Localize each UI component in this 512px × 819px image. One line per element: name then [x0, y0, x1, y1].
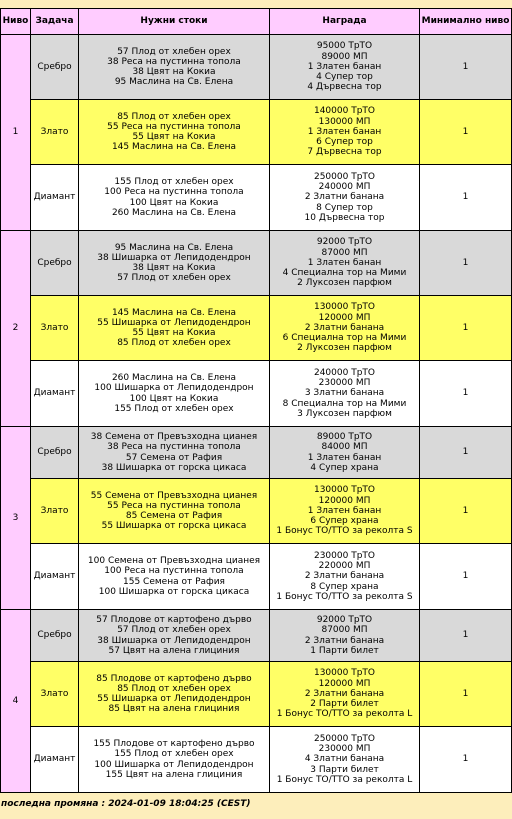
reward-item: 89000 ТрТО: [316, 432, 373, 443]
table-row: [1, 361, 512, 427]
reward-cell: [270, 165, 420, 231]
goods-item: 85 Цвят на алена глициния: [108, 704, 240, 715]
task-cell: Сребро: [31, 427, 79, 479]
header-reward: Награда: [270, 9, 420, 35]
reward-item: 1 Златен банан: [307, 452, 382, 463]
reward-cell: [270, 544, 420, 610]
goods-cell: [79, 296, 270, 361]
reward-item: 240000 ТрТО: [313, 367, 375, 378]
reward-item: 140000 ТрТО: [313, 106, 375, 117]
goods-item: 38 Шишарка от Лепидодендрон: [97, 252, 251, 263]
reward-item: 1 Парти билет: [310, 645, 379, 656]
reward-cell: [270, 100, 420, 165]
goods-item: 38 Реса на пустинна топола: [107, 442, 241, 453]
reward-item: 84000 МП: [321, 442, 368, 453]
task-cell: Сребро: [31, 231, 79, 296]
task-cell: Диамант: [31, 165, 79, 231]
task-cell: Диамант: [31, 544, 79, 610]
level-cell: 2: [1, 231, 31, 427]
goods-item: 155 Плод от хлебен орех: [114, 403, 234, 414]
min-level-cell: 1: [420, 727, 512, 793]
goods-item: 155 Семена от Рафия: [123, 576, 225, 587]
reward-item: 250000 ТрТО: [313, 733, 375, 744]
reward-item: 2 Златни банана: [304, 635, 385, 646]
min-level-cell: 1: [420, 544, 512, 610]
reward-cell: [270, 610, 420, 662]
reward-item: 130000 ТрТО: [313, 668, 375, 679]
reward-item: 230000 МП: [318, 378, 371, 389]
goods-item: 55 Семена от Превъзходна цианея: [90, 490, 258, 501]
reward-item: 3 Златни банана: [304, 388, 385, 399]
table-row: [1, 100, 512, 165]
goods-cell: [79, 165, 270, 231]
goods-cell: [79, 479, 270, 544]
reward-item: 7 Дървесна тор: [307, 147, 382, 158]
goods-cell: [79, 610, 270, 662]
goods-item: 55 Шишарка от Лепидодендрон: [97, 694, 251, 704]
task-cell: Злато: [31, 662, 79, 727]
reward-item: 120000 МП: [318, 678, 371, 689]
table-row: [1, 231, 512, 296]
goods-item: 100 Цвят на Кокиа: [129, 393, 219, 404]
goods-item: 100 Шишарка от Лепидодендрон: [94, 383, 254, 394]
goods-item: 155 Плод от хлебен орех: [114, 177, 234, 188]
table-row: [1, 165, 512, 231]
reward-item: 1 Бонус ТО/ТТО за реколта L: [276, 709, 413, 720]
table-row: [1, 544, 512, 610]
goods-item: 57 Плод от хлебен орех: [117, 273, 231, 284]
reward-item: 92000 ТрТО: [316, 615, 373, 626]
goods-item: 38 Шишарка от горска цикаса: [101, 462, 247, 473]
reward-item: 92000 ТрТО: [316, 237, 373, 248]
goods-item: 85 Плод от хлебен орех: [117, 338, 231, 349]
reward-item: 8 Специална тор на Мими: [282, 398, 407, 409]
goods-item: 38 Цвят на Кокиа: [132, 263, 216, 273]
goods-item: 155 Плодове от картофено дърво: [93, 739, 255, 750]
reward-item: 2 Златни банана: [304, 192, 385, 203]
task-cell: Злато: [31, 100, 79, 165]
reward-item: 4 Дървесна тор: [307, 82, 382, 93]
min-level-cell: 1: [420, 610, 512, 662]
min-level-cell: 1: [420, 427, 512, 479]
header-min-level: Минимално ниво: [420, 9, 512, 35]
goods-item: 57 Плодове от картофено дърво: [96, 615, 252, 626]
min-level-cell: 1: [420, 361, 512, 427]
reward-item: 3 Луксозен парфюм: [297, 408, 392, 419]
min-level-cell: 1: [420, 231, 512, 296]
level-cell: 3: [1, 427, 31, 610]
goods-item: 100 Шишарка от Лепидодендрон: [94, 759, 254, 770]
reward-item: 6 Супер храна: [310, 516, 379, 527]
reward-item: 87000 МП: [321, 625, 368, 636]
reward-item: 2 Луксозен парфюм: [297, 343, 392, 354]
reward-item: 8 Супер храна: [310, 581, 379, 592]
reward-item: 120000 МП: [318, 495, 371, 506]
goods-cell: [79, 544, 270, 610]
goods-item: 145 Маслина на Св. Елена: [111, 142, 237, 153]
task-cell: Диамант: [31, 361, 79, 427]
header-goods: Нужни стоки: [79, 9, 270, 35]
reward-item: 4 Супер храна: [310, 462, 379, 473]
min-level-cell: 1: [420, 165, 512, 231]
reward-item: 250000 ТрТО: [313, 171, 375, 182]
reward-item: 2 Луксозен парфюм: [297, 278, 392, 289]
reward-item: 1 Златен банан: [307, 257, 382, 268]
reward-item: 2 Парти билет: [310, 699, 379, 710]
reward-item: 1 Бонус ТО/ТТО за реколта S: [276, 591, 413, 602]
min-level-cell: 1: [420, 662, 512, 727]
goods-cell: [79, 361, 270, 427]
reward-item: 1 Златен банан: [307, 61, 382, 72]
table-row: [1, 296, 512, 361]
task-cell: Злато: [31, 479, 79, 544]
goods-item: 145 Маслина на Св. Елена: [111, 307, 237, 318]
goods-cell: [79, 35, 270, 100]
reward-item: 3 Парти билет: [310, 764, 379, 775]
goods-item: 57 Цвят на алена глициния: [108, 645, 240, 656]
reward-item: 87000 МП: [321, 247, 368, 258]
reward-item: 130000 МП: [318, 116, 371, 127]
reward-item: 130000 ТрТО: [313, 302, 375, 313]
table-body: [1, 35, 512, 793]
last-modified: последна промяна : 2024-01-09 18:04:25 (CEST): [1, 799, 251, 809]
goods-item: 55 Реса на пустинна топола: [107, 121, 241, 132]
reward-cell: [270, 296, 420, 361]
reward-item: 10 Дървесна тор: [304, 212, 385, 223]
reward-item: 1 Златен банан: [307, 126, 382, 137]
reward-item: 89000 МП: [321, 51, 368, 62]
reward-item: 95000 ТрТО: [316, 41, 373, 52]
reward-cell: [270, 361, 420, 427]
table-row: [1, 427, 512, 479]
goods-cell: [79, 427, 270, 479]
min-level-cell: 1: [420, 296, 512, 361]
reward-item: 230000 ТрТО: [313, 550, 375, 561]
table-row: [1, 610, 512, 662]
goods-item: 155 Плод от хлебен орех: [114, 749, 234, 760]
min-level-cell: 1: [420, 479, 512, 544]
goods-item: 38 Реса на пустинна топола: [107, 56, 241, 67]
goods-item: 55 Шишарка от Лепидодендрон: [97, 317, 251, 328]
goods-item: 85 Плод от хлебен орех: [117, 683, 231, 694]
header-row: [1, 9, 512, 35]
goods-item: 260 Маслина на Св. Елена: [111, 373, 237, 384]
goods-item: 95 Маслина на Св. Елена: [114, 77, 234, 88]
goods-item: 57 Плод от хлебен орех: [117, 625, 231, 636]
level-cell: 4: [1, 610, 31, 793]
reward-item: 2 Златни банана: [304, 322, 385, 333]
goods-cell: [79, 662, 270, 727]
reward-item: 130000 ТрТО: [313, 485, 375, 496]
goods-item: 100 Цвят на Кокиа: [129, 197, 219, 208]
goods-item: 100 Реса на пустинна топола: [104, 566, 244, 577]
reward-item: 230000 МП: [318, 744, 371, 755]
task-cell: Злато: [31, 296, 79, 361]
task-cell: Диамант: [31, 727, 79, 793]
reward-cell: [270, 727, 420, 793]
goods-item: 57 Семена от Рафия: [125, 452, 223, 463]
goods-item: 95 Маслина на Св. Елена: [114, 242, 234, 253]
task-cell: Сребро: [31, 35, 79, 100]
goods-item: 55 Цвят на Кокиа: [132, 132, 216, 142]
reward-item: 8 Супер тор: [316, 202, 373, 213]
goods-item: 85 Семена от Рафия: [125, 511, 223, 521]
reward-item: 4 Специална тор на Мими: [282, 268, 407, 279]
min-level-cell: 1: [420, 35, 512, 100]
table-row: [1, 35, 512, 100]
goods-item: 85 Плодове от картофено дърво: [96, 673, 252, 684]
goods-item: 57 Плод от хлебен орех: [117, 46, 231, 57]
goods-item: 55 Шишарка от горска цикаса: [101, 521, 247, 532]
reward-cell: [270, 231, 420, 296]
goods-item: 85 Плод от хлебен орех: [117, 111, 231, 122]
goods-item: 55 Реса на пустинна топола: [107, 500, 241, 511]
tasks-table: [0, 8, 512, 793]
goods-item: 260 Маслина на Св. Елена: [111, 207, 237, 218]
goods-cell: [79, 231, 270, 296]
reward-cell: [270, 479, 420, 544]
reward-item: 4 Златни банана: [304, 754, 385, 765]
header-task: Задача: [31, 9, 79, 35]
header-level: Ниво: [1, 9, 31, 35]
goods-item: 100 Семена от Превъзходна цианея: [87, 556, 261, 567]
level-cell: 1: [1, 35, 31, 231]
reward-item: 6 Специална тор на Мими: [282, 333, 407, 344]
reward-item: 1 Бонус ТО/ТТО за реколта S: [276, 526, 413, 537]
reward-cell: [270, 35, 420, 100]
reward-item: 2 Златни банана: [304, 688, 385, 699]
reward-item: 6 Супер тор: [316, 137, 373, 148]
reward-cell: [270, 427, 420, 479]
min-level-cell: 1: [420, 100, 512, 165]
goods-cell: [79, 100, 270, 165]
reward-item: 1 Златен банан: [307, 505, 382, 516]
goods-item: 38 Семена от Превъзходна цианея: [90, 432, 258, 443]
goods-item: 38 Шишарка от Лепидодендрон: [97, 635, 251, 646]
table-row: [1, 727, 512, 793]
reward-item: 240000 МП: [318, 182, 371, 193]
goods-item: 100 Шишарка от горска цикаса: [98, 586, 250, 597]
reward-cell: [270, 662, 420, 727]
goods-cell: [79, 727, 270, 793]
reward-item: 220000 МП: [318, 561, 371, 572]
goods-item: 38 Цвят на Кокиа: [132, 67, 216, 77]
table-row: [1, 662, 512, 727]
reward-item: 2 Златни банана: [304, 571, 385, 582]
reward-item: 1 Бонус ТО/ТТО за реколта L: [276, 774, 413, 785]
task-cell: Сребро: [31, 610, 79, 662]
reward-item: 4 Супер тор: [316, 72, 373, 83]
goods-item: 55 Цвят на Кокиа: [132, 328, 216, 338]
goods-item: 155 Цвят на алена глициния: [105, 769, 243, 780]
table-row: [1, 479, 512, 544]
reward-item: 120000 МП: [318, 312, 371, 323]
goods-item: 100 Реса на пустинна топола: [104, 187, 244, 198]
